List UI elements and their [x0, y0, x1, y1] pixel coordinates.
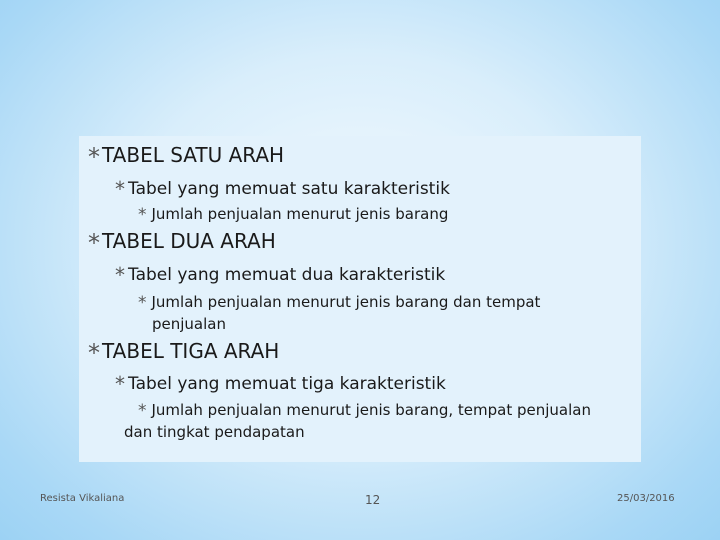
footer-page-number: 12	[365, 493, 381, 507]
subitem-definition	[115, 177, 450, 201]
bullet-star-icon: *	[115, 177, 125, 201]
heading-text: TABEL DUA ARAH	[102, 229, 276, 253]
bullet-star-icon: *	[88, 339, 100, 367]
subitem-text: Tabel yang memuat satu karakteristik	[128, 179, 450, 199]
example-text: Jumlah penjualan menurut jenis barang dan tempat	[151, 293, 541, 311]
subitem-definition	[115, 263, 445, 287]
heading-text: TABEL TIGA ARAH	[102, 339, 280, 363]
example-item	[138, 205, 448, 225]
subitem-text: Tabel yang memuat dua karakteristik	[128, 265, 446, 285]
bullet-star-icon: *	[138, 401, 147, 421]
example-item	[138, 401, 591, 421]
footer-author: Resista Vikaliana	[40, 493, 125, 504]
example-text-continued: penjualan	[152, 315, 226, 333]
bullet-star-icon: *	[88, 143, 100, 171]
bullet-star-icon: *	[138, 293, 147, 313]
footer-date: 25/03/2016	[617, 493, 675, 504]
example-item	[138, 293, 540, 313]
subitem-definition	[115, 372, 446, 396]
subitem-text: Tabel yang memuat tiga karakteristik	[128, 374, 446, 394]
example-text-continued: dan tingkat pendapatan	[124, 423, 305, 441]
example-text: Jumlah penjualan menurut jenis barang	[151, 205, 449, 223]
heading-tabel-dua-arah	[88, 229, 276, 257]
bullet-star-icon: *	[115, 263, 125, 287]
heading-tabel-tiga-arah	[88, 339, 279, 367]
heading-text: TABEL SATU ARAH	[102, 143, 285, 167]
example-text: Jumlah penjualan menurut jenis barang, tempat penjualan	[151, 401, 591, 419]
bullet-star-icon: *	[115, 372, 125, 396]
heading-tabel-satu-arah	[88, 143, 284, 171]
bullet-star-icon: *	[138, 205, 147, 225]
bullet-star-icon: *	[88, 229, 100, 257]
